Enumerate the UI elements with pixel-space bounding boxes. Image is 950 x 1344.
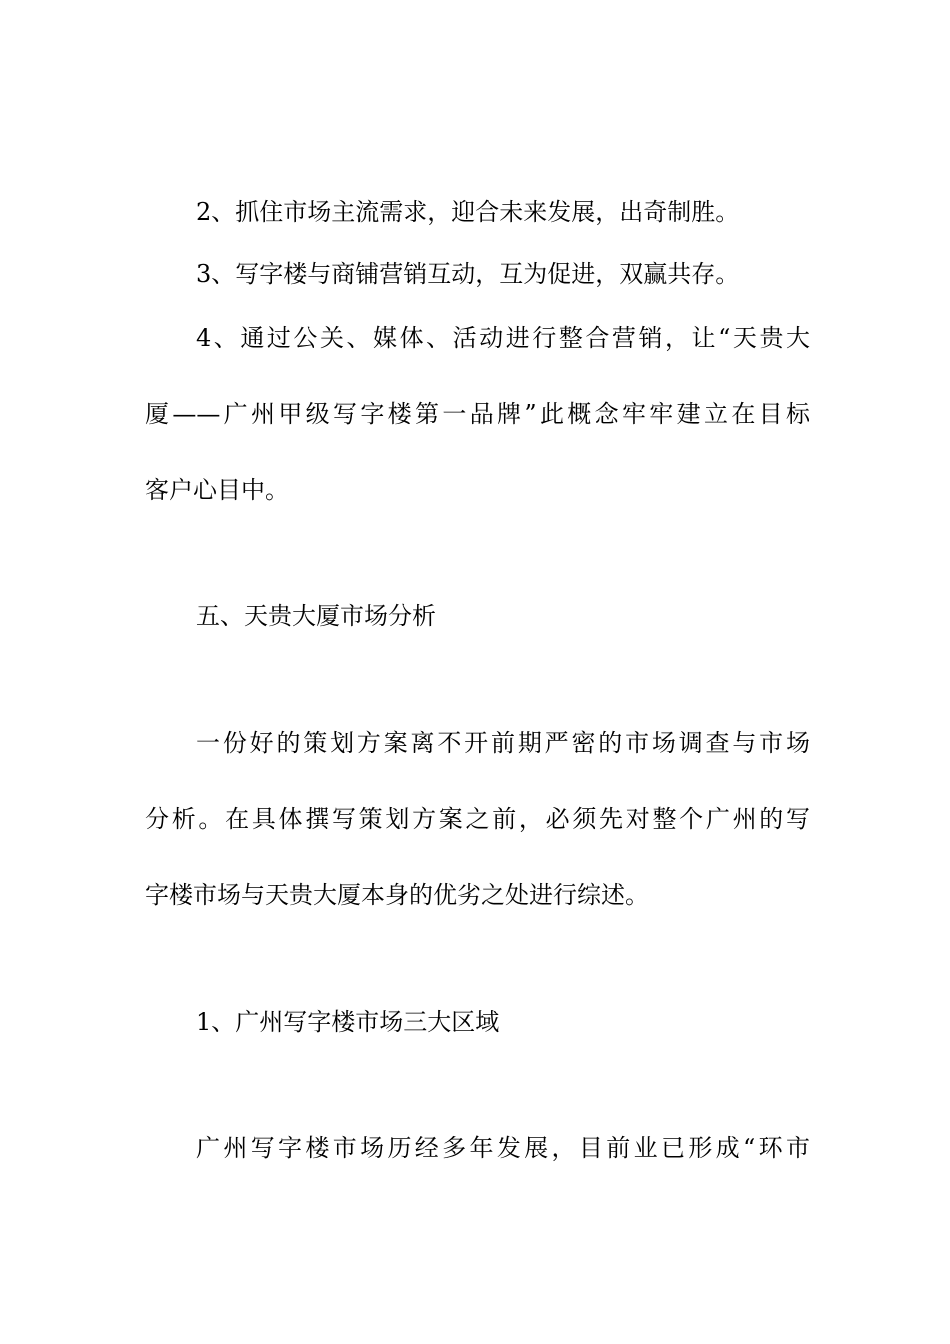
paragraph-line: 分析。在具体撰写策划方案之前，必须先对整个广州的写 <box>145 805 810 833</box>
paragraph-line: 3、写字楼与商铺营销互动，互为促进，双赢共存。 <box>196 260 740 288</box>
paragraph-line: 2、抓住市场主流需求，迎合未来发展，出奇制胜。 <box>196 198 740 226</box>
subsection-heading: 1、广州写字楼市场三大区域 <box>196 1008 500 1036</box>
paragraph-line: 4、通过公关、媒体、活动进行整合营销，让“天贵大 <box>196 324 810 352</box>
paragraph-line: 一份好的策划方案离不开前期严密的市场调查与市场 <box>196 729 810 757</box>
paragraph-line: 广州写字楼市场历经多年发展，目前业已形成“环市 <box>196 1134 810 1162</box>
paragraph-line: 字楼市场与天贵大厦本身的优劣之处进行综述。 <box>145 881 649 909</box>
paragraph-line: 客户心目中。 <box>145 476 289 504</box>
paragraph-line: 厦——广州甲级写字楼第一品牌”此概念牢牢建立在目标 <box>145 400 810 428</box>
section-heading: 五、天贵大厦市场分析 <box>196 602 436 630</box>
